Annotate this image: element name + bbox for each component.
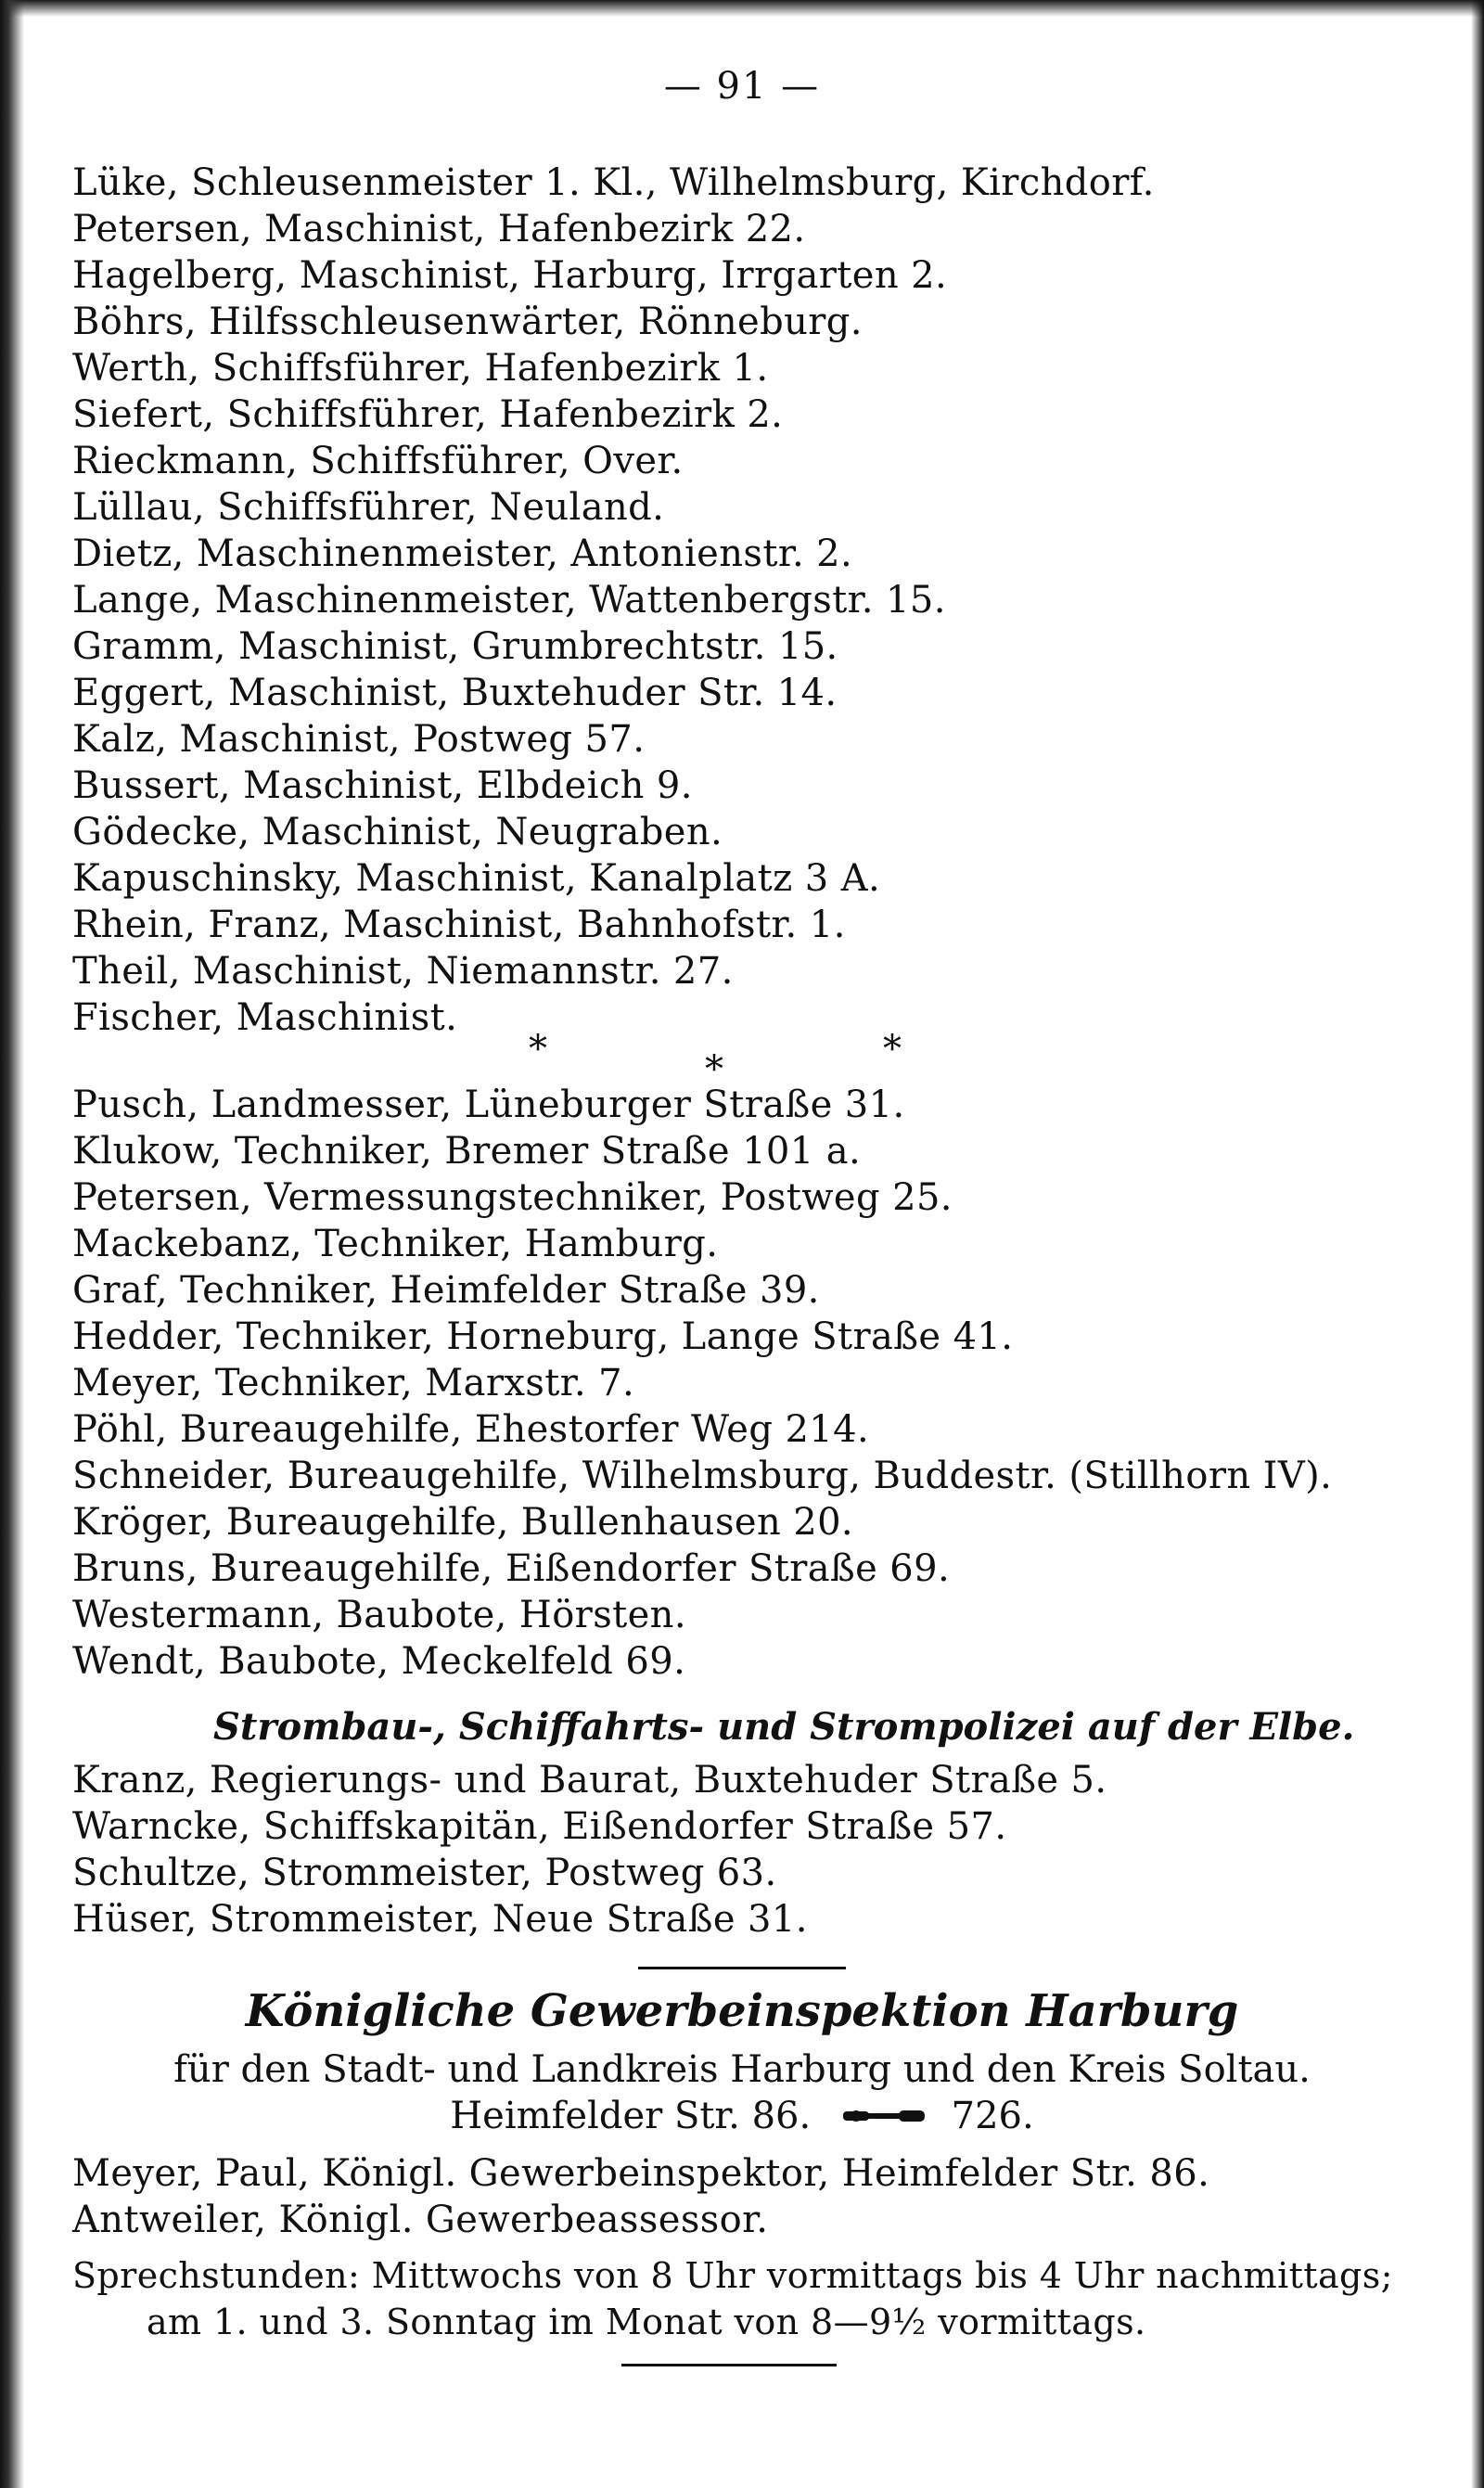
entry-gramm: Gramm, Maschinist, Grumbrechtstr. 15. bbox=[72, 625, 838, 668]
separator-star: * bbox=[705, 1048, 723, 1091]
entry-westermann: Westermann, Baubote, Hörsten. bbox=[72, 1594, 686, 1636]
entry-meyer-techniker: Meyer, Techniker, Marxstr. 7. bbox=[72, 1362, 635, 1404]
gewerbe-phone-number: 726. bbox=[951, 2095, 1034, 2137]
entry-dietz: Dietz, Maschinenmeister, Antonienstr. 2. bbox=[72, 532, 853, 575]
gewerbe-subline: für den Stadt- und Landkreis Harburg und den Kreis Soltau. bbox=[173, 2048, 1311, 2091]
entry-luke: Lüke, Schleusenmeister 1. Kl., Wilhelmsburg, Kirchdorf. bbox=[72, 161, 1155, 204]
entry-kranz: Kranz, Regierungs- und Baurat, Buxtehuder Straße 5. bbox=[72, 1759, 1107, 1802]
entry-klukow: Klukow, Techniker, Bremer Straße 101 a. bbox=[72, 1130, 862, 1173]
entry-kalz: Kalz, Maschinist, Postweg 57. bbox=[72, 718, 646, 761]
entry-petersen-maschinist: Petersen, Maschinist, Hafenbezirk 22. bbox=[72, 208, 806, 250]
office-hours-line1: Sprechstunden: Mittwochs von 8 Uhr vormittags bis 4 Uhr nachmittags; bbox=[72, 2255, 1393, 2296]
gewerbe-address: Heimfelder Str. 86. bbox=[450, 2095, 812, 2137]
entry-rhein: Rhein, Franz, Maschinist, Bahnhofstr. 1. bbox=[72, 904, 846, 946]
scan-edge-top bbox=[0, 0, 1484, 17]
separator-star: * bbox=[529, 1028, 547, 1071]
entry-antweiler: Antweiler, Königl. Gewerbeassessor. bbox=[72, 2199, 769, 2241]
entry-schultze: Schultze, Strommeister, Postweg 63. bbox=[72, 1852, 777, 1894]
entry-rieckmann: Rieckmann, Schiffsführer, Over. bbox=[72, 440, 684, 482]
entry-hedder: Hedder, Techniker, Horneburg, Lange Straße 41. bbox=[72, 1315, 1014, 1358]
section-heading-gewerbeinspektion: Königliche Gewerbeinspektion Harburg bbox=[245, 1985, 1239, 2037]
entry-graf: Graf, Techniker, Heimfelder Straße 39. bbox=[72, 1269, 820, 1312]
section-divider bbox=[638, 1967, 846, 1969]
entry-eggert: Eggert, Maschinist, Buxtehuder Str. 14. bbox=[72, 672, 838, 714]
entry-wendt: Wendt, Baubote, Meckelfeld 69. bbox=[72, 1640, 686, 1683]
section-heading-strombau: Strombau-, Schiffahrts- und Strompolizei auf der Elbe. bbox=[213, 1705, 1355, 1749]
entry-petersen-vermessung: Petersen, Vermessungstechniker, Postweg 25. bbox=[72, 1176, 953, 1219]
entry-pusch: Pusch, Landmesser, Lüneburger Straße 31. bbox=[72, 1084, 905, 1126]
page-number: — 91 — bbox=[663, 65, 821, 108]
telephone-icon bbox=[841, 2103, 927, 2129]
office-hours-line2: am 1. und 3. Sonntag im Monat von 8—9½ vormittags. bbox=[147, 2302, 1146, 2342]
entry-lullau: Lüllau, Schiffsführer, Neuland. bbox=[72, 486, 665, 529]
entry-huser: Hüser, Strommeister, Neue Straße 31. bbox=[72, 1898, 808, 1941]
separator-star: * bbox=[883, 1028, 902, 1071]
entry-pohl: Pöhl, Bureaugehilfe, Ehestorfer Weg 214. bbox=[72, 1408, 870, 1451]
entry-fischer: Fischer, Maschinist. bbox=[72, 996, 458, 1039]
entry-bussert: Bussert, Maschinist, Elbdeich 9. bbox=[72, 764, 693, 807]
entry-hagelberg: Hagelberg, Maschinist, Harburg, Irrgarten 2. bbox=[72, 254, 948, 297]
entry-lange: Lange, Maschinenmeister, Wattenbergstr. 15. bbox=[72, 579, 946, 622]
entry-warncke: Warncke, Schiffskapitän, Eißendorfer Straße 57. bbox=[72, 1805, 1007, 1848]
entry-kapuschinsky: Kapuschinsky, Maschinist, Kanalplatz 3 A. bbox=[72, 857, 881, 900]
page-end-rule bbox=[621, 2364, 837, 2366]
entry-werth: Werth, Schiffsführer, Hafenbezirk 1. bbox=[72, 347, 769, 390]
entry-godecke: Gödecke, Maschinist, Neugraben. bbox=[72, 811, 723, 853]
entry-schneider: Schneider, Bureaugehilfe, Wilhelmsburg, Buddestr. (Stillhorn IV). bbox=[72, 1455, 1333, 1497]
separator-stars bbox=[519, 1028, 928, 1091]
gewerbe-address-line bbox=[0, 2095, 1484, 2137]
entry-siefert: Siefert, Schiffsführer, Hafenbezirk 2. bbox=[72, 393, 784, 436]
entry-theil: Theil, Maschinist, Niemannstr. 27. bbox=[72, 950, 734, 993]
entry-bohrs: Böhrs, Hilfsschleusenwärter, Rönneburg. bbox=[72, 301, 863, 343]
entry-mackebanz: Mackebanz, Techniker, Hamburg. bbox=[72, 1223, 719, 1265]
entry-meyer-paul: Meyer, Paul, Königl. Gewerbeinspektor, Heimfelder Str. 86. bbox=[72, 2152, 1210, 2195]
entry-kroger: Kröger, Bureaugehilfe, Bullenhausen 20. bbox=[72, 1501, 854, 1544]
entry-bruns: Bruns, Bureaugehilfe, Eißendorfer Straße 69. bbox=[72, 1547, 951, 1590]
